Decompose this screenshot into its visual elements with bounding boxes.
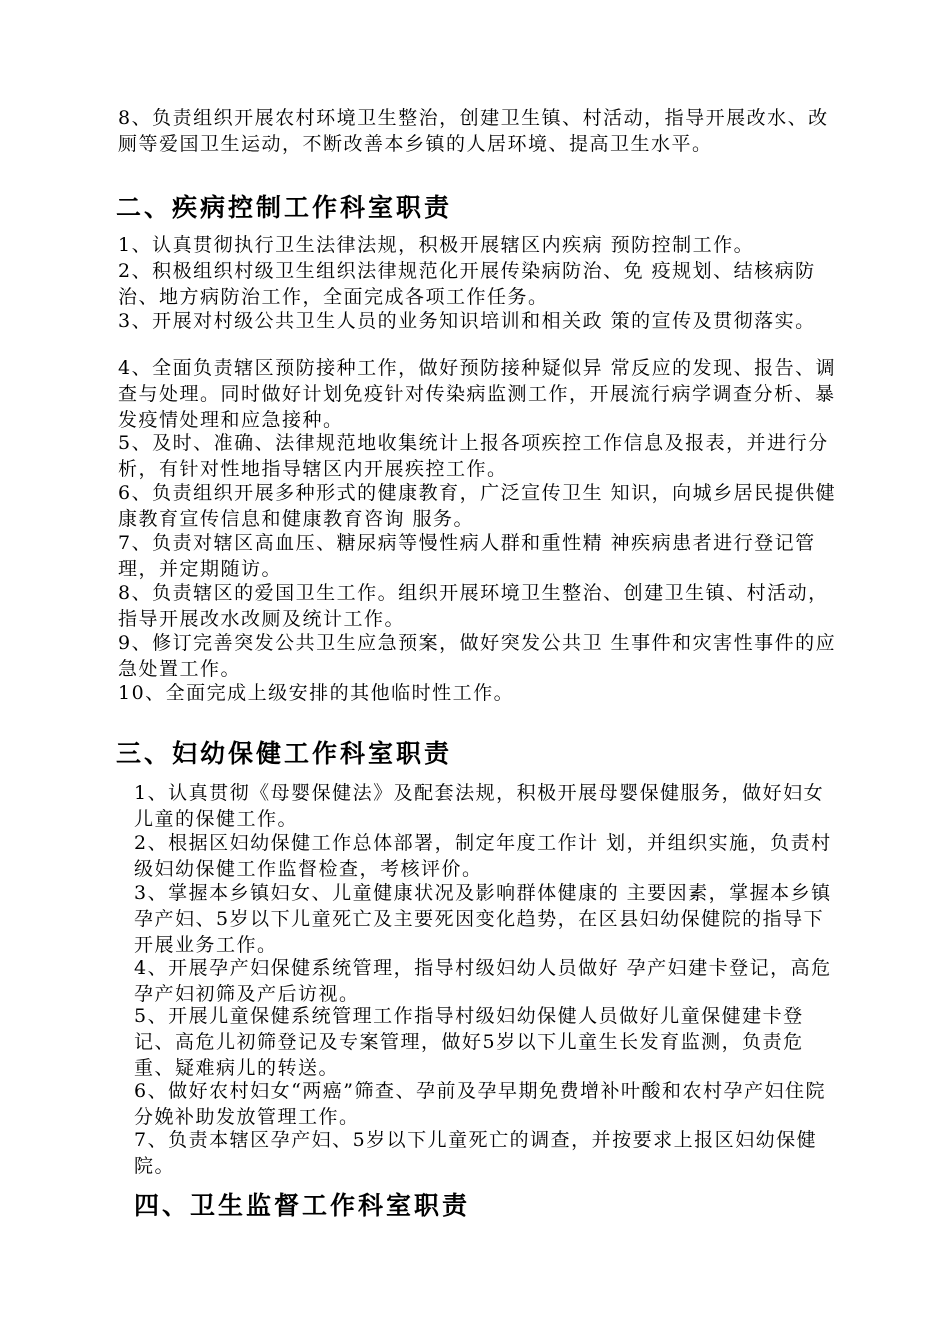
- disease-item-1: 1、认真贯彻执行卫生法律法规，积极开展辖区内疾病 预防控制工作。: [118, 234, 755, 256]
- disease-item-2: 2、积极组织村级卫生组织法律规范化开展传染病防治、免 疫规划、结核病防治、地方病防治工作，全面完成各项工作任务。: [118, 260, 816, 308]
- maternal-item-6: 6、做好农村妇女“两癌”筛查、孕前及孕早期免费增补叶酸和农村孕产妇住院分娩补助发放管理工作。: [134, 1080, 827, 1128]
- disease-item-5: 5、及时、准确、法律规范地收集统计上报各项疾控工作信息及报表，并进行分析，有针对性地指导辖区内开展疾控工作。: [118, 432, 829, 480]
- maternal-item-7: 7、负责本辖区孕产妇、5岁以下儿童死亡的调查，并按要求上报区妇幼保健院。: [134, 1129, 818, 1177]
- disease-item-9: 9、修订完善突发公共卫生应急预案，做好突发公共卫 生事件和灾害性事件的应急处置工作。: [118, 632, 837, 680]
- maternal-item-2: 2、根据区妇幼保健工作总体部署，制定年度工作计 划，并组织实施，负责村级妇幼保健工作监督检查，考核评价。: [134, 832, 832, 880]
- disease-item-3: 3、开展对村级公共卫生人员的业务知识培训和相关政 策的宣传及贯彻落实。: [118, 310, 816, 332]
- maternal-item-1: 1、认真贯彻《母婴保健法》及配套法规，积极开展母婴保健服务，做好妇女儿童的保健工作。: [134, 782, 825, 830]
- intro-item-8: 8、负责组织开展农村环境卫生整治，创建卫生镇、村活动，指导开展改水、改厕等爱国卫生运动，不断改善本乡镇的人居环境、提高卫生水平。: [118, 107, 829, 155]
- disease-item-4: 4、全面负责辖区预防接种工作，做好预防接种疑似异 常反应的发现、报告、调查与处理。同时做好计划免疫针对传染病监测工作，开展流行病学调查分析、暴发疫情处理和应急接种。: [118, 357, 837, 431]
- disease-item-8: 8、负责辖区的爱国卫生工作。组织开展环境卫生整治、创建卫生镇、村活动，指导开展改水改厕及统计工作。: [118, 582, 829, 630]
- section-heading-health-supervision: 四、卫生监督工作科室职责: [134, 1191, 471, 1220]
- disease-item-7: 7、负责对辖区高血压、糖尿病等慢性病人群和重性精 神疾病患者进行登记管理，并定期随访。: [118, 532, 816, 580]
- maternal-item-5: 5、开展儿童保健系统管理工作指导村级妇幼保健人员做好儿童保健建卡登记、高危儿初筛登记及专案管理，做好5岁以下儿童生长发育监测，负责危重、疑难病儿的转送。: [134, 1005, 804, 1079]
- maternal-item-4: 4、开展孕产妇保健系统管理，指导村级妇幼人员做好 孕产妇建卡登记，高危孕产妇初筛及产后访视。: [134, 957, 832, 1005]
- maternal-item-3: 3、掌握本乡镇妇女、儿童健康状况及影响群体健康的 主要因素，掌握本乡镇孕产妇、5岁以下儿童死亡及主要死因变化趋势，在区县妇幼保健院的指导下开展业务工作。: [134, 882, 832, 956]
- section-heading-disease-control: 二、疾病控制工作科室职责: [116, 193, 453, 222]
- disease-item-6: 6、负责组织开展多种形式的健康教育，广泛宣传卫生 知识，向城乡居民提供健康教育宣传信息和健康教育咨询 服务。: [118, 482, 837, 530]
- section-heading-maternal-child: 三、妇幼保健工作科室职责: [116, 739, 453, 768]
- disease-item-10: 10、全面完成上级安排的其他临时性工作。: [118, 682, 515, 704]
